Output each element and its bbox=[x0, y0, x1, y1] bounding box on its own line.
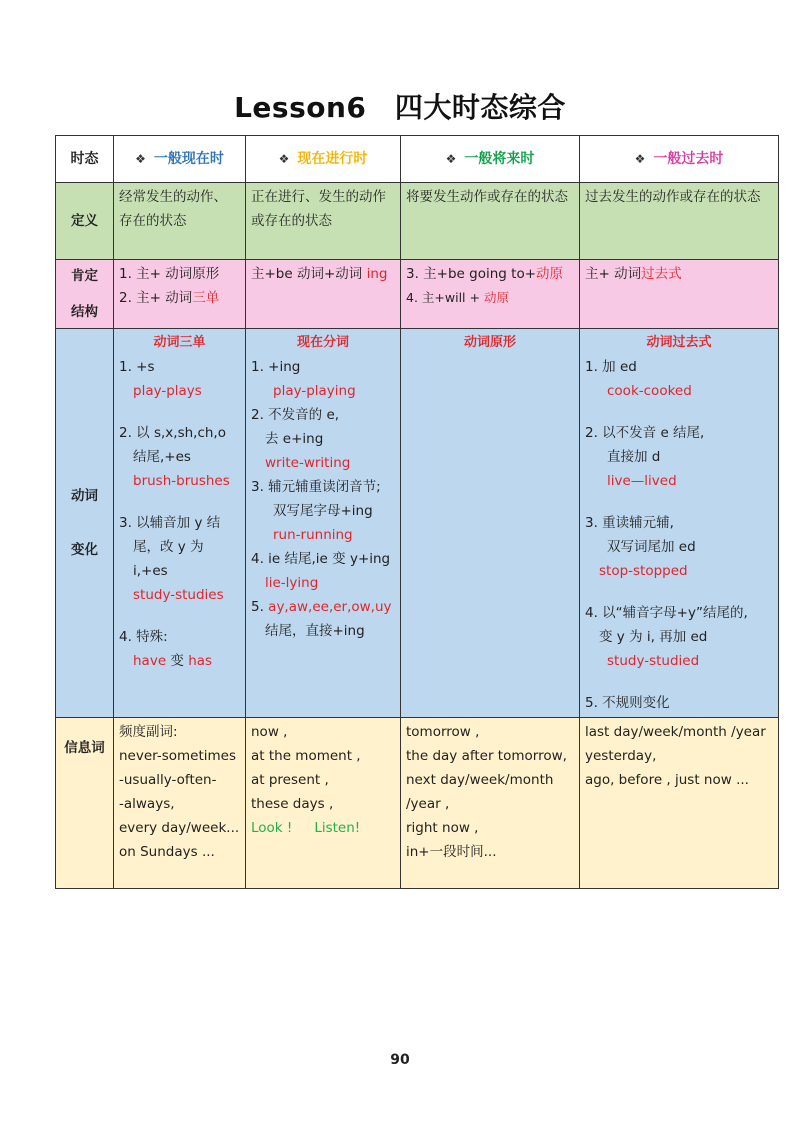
diamond-icon: ❖ bbox=[278, 152, 290, 166]
header-present-continuous: ❖ 现在进行时 bbox=[246, 136, 401, 183]
header-row-label: 时态 bbox=[56, 136, 114, 183]
verb-change-present-continuous: 现在分词 1. +ing play-playing 2. 不发音的 e, 去 e+ing write-writing 3. 辅元辅重读闭音节; 双写尾字母+ing run-running 4. ie 结尾,ie 变 y+ing lie-lying 5. ay,aw,ee,er,ow,uy 结尾，直接+ing bbox=[246, 329, 401, 718]
page-number: 90 bbox=[390, 1052, 410, 1068]
definition-cell: 正在进行、发生的动作或存在的状态 bbox=[246, 183, 401, 260]
verb-change-row bbox=[56, 329, 779, 718]
header-future-simple: ❖ 一般将来时 bbox=[401, 136, 580, 183]
positive-cell-present-simple: 1. 主+ 动词原形 2. 主+ 动词三单 bbox=[114, 260, 246, 329]
verb-change-future: 动词原形 bbox=[401, 329, 580, 718]
signal-words-row bbox=[56, 718, 779, 889]
diamond-icon: ❖ bbox=[445, 152, 457, 166]
signal-words-future: tomorrow , the day after tomorrow, next day/week/month /year , right now , in+一段时间... bbox=[401, 718, 580, 889]
page-title: Lesson6 四大时态综合 bbox=[234, 91, 566, 124]
definition-cell: 经常发生的动作、存在的状态 bbox=[114, 183, 246, 260]
definition-cell: 过去发生的动作或存在的状态 bbox=[580, 183, 779, 260]
positive-structure-label: 肯定 结构 bbox=[56, 260, 114, 329]
diamond-icon: ❖ bbox=[135, 152, 146, 166]
positive-structure-row bbox=[56, 260, 779, 329]
positive-cell-past: 主+ 动词过去式 bbox=[580, 260, 779, 329]
definition-row bbox=[56, 183, 779, 260]
signal-words-label: 信息词 bbox=[56, 718, 114, 889]
positive-cell-present-continuous: 主+be 动词+动词 ing bbox=[246, 260, 401, 329]
verb-change-present-simple: 动词三单 1. +s play-plays 2. 以 s,x,sh,ch,o 结尾,+es brush-brushes 3. 以辅音加 y 结 尾，改 y 为 i,+es study-studies 4. 特殊: have 变 has bbox=[114, 329, 246, 718]
verb-change-label: 动词 变化 bbox=[56, 329, 114, 718]
signal-words-past: last day/week/month /year yesterday, ago, before , just now ... bbox=[580, 718, 779, 889]
definition-cell: 将要发生动作或存在的状态 bbox=[401, 183, 580, 260]
signal-words-present-simple: 频度副词: never-sometimes -usually-often- -always, every day/week... on Sundays ... bbox=[114, 718, 246, 889]
signal-words-present-continuous: now , at the moment , at present , these days , Look ! Listen! bbox=[246, 718, 401, 889]
definition-label: 定义 bbox=[56, 183, 114, 260]
tense-table bbox=[55, 135, 779, 889]
header-past-simple: ❖ 一般过去时 bbox=[580, 136, 779, 183]
positive-cell-future: 3. 主+be going to+动原 4. 主+will + 动原 bbox=[401, 260, 580, 329]
verb-change-past: 动词过去式 1. 加 ed cook-cooked 2. 以不发音 e 结尾, 直接加 d live—lived 3. 重读辅元辅, 双写词尾加 ed stop-stopped 4. 以“辅音字母+y”结尾的, 变 y 为 i, 再加 ed study-studied 5. 不规则变化 bbox=[580, 329, 779, 718]
header-row bbox=[56, 136, 779, 183]
header-present-simple: ❖ 一般现在时 bbox=[114, 136, 246, 183]
diamond-icon: ❖ bbox=[634, 152, 646, 166]
